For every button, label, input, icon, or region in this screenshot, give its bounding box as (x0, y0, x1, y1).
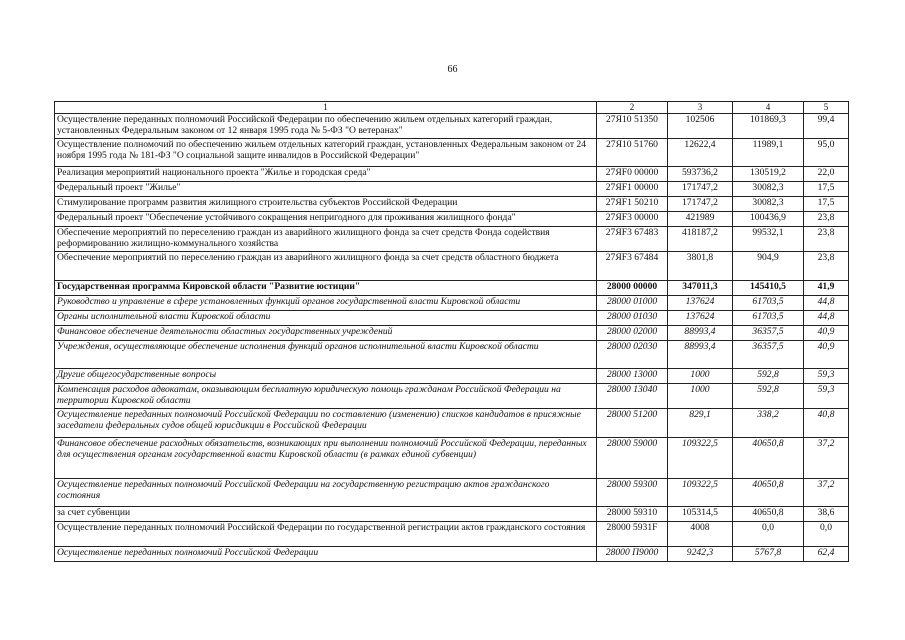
row-code-cell: 28000 59310 (597, 507, 668, 522)
row-name-cell: Другие общегосударственные вопросы (55, 369, 597, 384)
row-plan-cell: 137624 (668, 311, 733, 326)
row-percent-cell: 40,9 (804, 341, 849, 369)
row-code-cell: 27ЯF0 00000 (597, 167, 668, 182)
row-plan-cell: 421989 (668, 212, 733, 227)
row-name-cell: Компенсация расходов адвокатам, оказывающим бесплатную юридическую помощь гражданам Российской Федерации на территории Кировской области (55, 384, 597, 409)
row-code-cell: 28000 02000 (597, 326, 668, 341)
row-name-cell: Учреждения, осуществляющие обеспечение исполнения функций органов исполнительной власти Кировской области (55, 341, 597, 369)
table-row (55, 212, 849, 227)
table-row (55, 369, 849, 384)
row-name-cell: Осуществление переданных полномочий Российской Федерации по государственной регистрации актов гражданского состояния (55, 522, 597, 547)
row-code-cell: 27ЯF1 00000 (597, 182, 668, 197)
row-plan-cell: 109322,5 (668, 438, 733, 479)
table-row (55, 409, 849, 438)
table-row (55, 341, 849, 369)
row-percent-cell: 40,8 (804, 409, 849, 438)
row-actual-cell: 145410,5 (733, 281, 804, 296)
row-name-cell: Федеральный проект "Жилье" (55, 182, 597, 197)
row-percent-cell: 17,5 (804, 197, 849, 212)
row-actual-cell: 5767,8 (733, 547, 804, 562)
page-number: 66 (447, 64, 458, 75)
row-percent-cell: 23,8 (804, 227, 849, 252)
header-cell-1: 1 (55, 102, 597, 114)
table-header-row (55, 102, 849, 114)
row-actual-cell: 592,8 (733, 384, 804, 409)
row-name-cell: Обеспечение мероприятий по переселению граждан из аварийного жилищного фонда за счет средств Фонда содействия реформированию жилищно-коммунального хозяйства (55, 227, 597, 252)
table-row (55, 311, 849, 326)
row-code-cell: 28000 59000 (597, 438, 668, 479)
row-code-cell: 28000 00000 (597, 281, 668, 296)
row-percent-cell: 37,2 (804, 438, 849, 479)
row-name-cell: за счет субвенции (55, 507, 597, 522)
row-code-cell: 27ЯF3 67483 (597, 227, 668, 252)
table-row (55, 547, 849, 562)
row-code-cell: 28000 01000 (597, 296, 668, 311)
row-name-cell: Финансовое обеспечение расходных обязательств, возникающих при выполнении полномочий Российской Федерации, переданных для осуществления органам государственной власти Кировской области (в рамках единой субвенции) (55, 438, 597, 479)
header-cell-5: 5 (804, 102, 849, 114)
row-actual-cell: 100436,9 (733, 212, 804, 227)
row-percent-cell: 44,8 (804, 296, 849, 311)
row-code-cell: 28000 59300 (597, 479, 668, 507)
row-code-cell: 28000 51200 (597, 409, 668, 438)
row-actual-cell: 61703,5 (733, 296, 804, 311)
row-name-cell: Осуществление переданных полномочий Российской Федерации по составлению (изменению) списков кандидатов в присяжные заседатели федеральных судов общей юрисдикции в Российской Федерации (55, 409, 597, 438)
row-code-cell: 28000 02030 (597, 341, 668, 369)
row-actual-cell: 11989,1 (733, 139, 804, 167)
row-plan-cell: 137624 (668, 296, 733, 311)
row-actual-cell: 130519,2 (733, 167, 804, 182)
row-plan-cell: 171747,2 (668, 197, 733, 212)
row-code-cell: 28000 5931F (597, 522, 668, 547)
row-name-cell: Федеральный проект "Обеспечение устойчивого сокращения непригодного для проживания жилищного фонда" (55, 212, 597, 227)
row-code-cell: 27ЯF3 67484 (597, 252, 668, 281)
row-plan-cell: 171747,2 (668, 182, 733, 197)
table-row (55, 384, 849, 409)
row-actual-cell: 36357,5 (733, 326, 804, 341)
row-percent-cell: 23,8 (804, 212, 849, 227)
row-plan-cell: 1000 (668, 384, 733, 409)
row-name-cell: Осуществление полномочий по обеспечению жильем отдельных категорий граждан, установленных Федеральным законом от 24 ноября 1995 года № 181-ФЗ "О социальной защите инвалидов в Российской Федерации" (55, 139, 597, 167)
row-percent-cell: 95,0 (804, 139, 849, 167)
row-percent-cell: 0,0 (804, 522, 849, 547)
row-actual-cell: 30082,3 (733, 197, 804, 212)
row-actual-cell: 99532,1 (733, 227, 804, 252)
row-plan-cell: 9242,3 (668, 547, 733, 562)
table-row (55, 167, 849, 182)
row-actual-cell: 36357,5 (733, 341, 804, 369)
row-plan-cell: 418187,2 (668, 227, 733, 252)
row-name-cell: Реализация мероприятий национального проекта "Жилье и городская среда" (55, 167, 597, 182)
row-percent-cell: 38,6 (804, 507, 849, 522)
row-plan-cell: 102506 (668, 114, 733, 139)
row-percent-cell: 40,9 (804, 326, 849, 341)
row-actual-cell: 338,2 (733, 409, 804, 438)
row-plan-cell: 3801,8 (668, 252, 733, 281)
row-percent-cell: 99,4 (804, 114, 849, 139)
row-code-cell: 28000 13040 (597, 384, 668, 409)
row-percent-cell: 23,8 (804, 252, 849, 281)
row-name-cell: Осуществление переданных полномочий Российской Федерации по обеспечению жильем отдельных категорий граждан, установленных Федеральным законом от 12 января 1995 года № 5-ФЗ "О ветеранах" (55, 114, 597, 139)
table-row (55, 227, 849, 252)
row-percent-cell: 17,5 (804, 182, 849, 197)
row-plan-cell: 1000 (668, 369, 733, 384)
table-row (55, 326, 849, 341)
row-name-cell: Осуществление переданных полномочий Российской Федерации на государственную регистрацию актов гражданского состояния (55, 479, 597, 507)
row-plan-cell: 105314,5 (668, 507, 733, 522)
table-row (55, 252, 849, 281)
row-actual-cell: 904,9 (733, 252, 804, 281)
row-actual-cell: 61703,5 (733, 311, 804, 326)
row-actual-cell: 30082,3 (733, 182, 804, 197)
row-percent-cell: 41,9 (804, 281, 849, 296)
row-percent-cell: 22,0 (804, 167, 849, 182)
row-plan-cell: 593736,2 (668, 167, 733, 182)
row-code-cell: 27ЯF3 00000 (597, 212, 668, 227)
header-cell-4: 4 (733, 102, 804, 114)
table-row (55, 296, 849, 311)
row-name-cell: Финансовое обеспечение деятельности областных государственных учреждений (55, 326, 597, 341)
row-name-cell: Стимулирование программ развития жилищного строительства субъектов Российской Федерации (55, 197, 597, 212)
row-code-cell: 28000 П9000 (597, 547, 668, 562)
row-code-cell: 27Я10 51350 (597, 114, 668, 139)
row-plan-cell: 109322,5 (668, 479, 733, 507)
row-code-cell: 27ЯF1 50210 (597, 197, 668, 212)
row-percent-cell: 59,3 (804, 369, 849, 384)
row-actual-cell: 0,0 (733, 522, 804, 547)
table-row (55, 197, 849, 212)
header-cell-2: 2 (597, 102, 668, 114)
header-cell-3: 3 (668, 102, 733, 114)
row-name-cell: Органы исполнительной власти Кировской области (55, 311, 597, 326)
row-actual-cell: 40650,8 (733, 507, 804, 522)
row-percent-cell: 37,2 (804, 479, 849, 507)
budget-table (54, 101, 849, 562)
row-actual-cell: 40650,8 (733, 479, 804, 507)
table-row (55, 479, 849, 507)
row-name-cell: Руководство и управление в сфере установленных функций органов государственной власти Кировской области (55, 296, 597, 311)
table-row (55, 114, 849, 139)
table-row (55, 281, 849, 296)
row-actual-cell: 40650,8 (733, 438, 804, 479)
row-name-cell: Государственная программа Кировской области "Развитие юстиции" (55, 281, 597, 296)
table-row (55, 522, 849, 547)
table-row (55, 182, 849, 197)
row-plan-cell: 88993,4 (668, 326, 733, 341)
row-percent-cell: 59,3 (804, 384, 849, 409)
table-row (55, 507, 849, 522)
row-plan-cell: 12622,4 (668, 139, 733, 167)
row-code-cell: 27Я10 51760 (597, 139, 668, 167)
table-row (55, 139, 849, 167)
row-name-cell: Обеспечение мероприятий по переселению граждан из аварийного жилищного фонда за счет средств областного бюджета (55, 252, 597, 281)
row-actual-cell: 592,8 (733, 369, 804, 384)
row-code-cell: 28000 01030 (597, 311, 668, 326)
row-actual-cell: 101869,3 (733, 114, 804, 139)
row-code-cell: 28000 13000 (597, 369, 668, 384)
row-plan-cell: 347011,3 (668, 281, 733, 296)
table-row (55, 438, 849, 479)
row-percent-cell: 44,8 (804, 311, 849, 326)
row-plan-cell: 4008 (668, 522, 733, 547)
row-percent-cell: 62,4 (804, 547, 849, 562)
row-name-cell: Осуществление переданных полномочий Российской Федерации (55, 547, 597, 562)
row-plan-cell: 88993,4 (668, 341, 733, 369)
row-plan-cell: 829,1 (668, 409, 733, 438)
